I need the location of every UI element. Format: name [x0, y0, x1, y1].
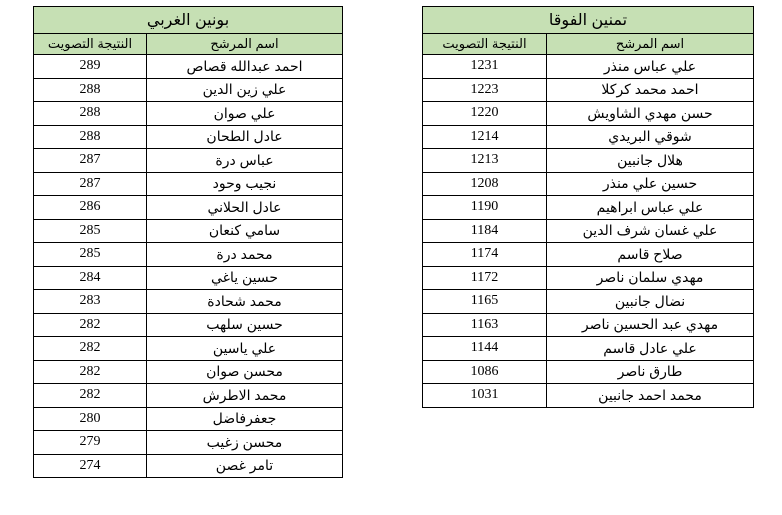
table-row — [34, 266, 343, 290]
table-row — [34, 243, 343, 267]
table-row — [423, 125, 754, 149]
vote-count-cell: 1213 — [423, 149, 547, 173]
candidate-name-cell: عباس درة — [147, 149, 343, 173]
table-row — [34, 384, 343, 408]
vote-count-cell: 288 — [34, 125, 147, 149]
table-row — [34, 102, 343, 126]
vote-count-cell: 1165 — [423, 290, 547, 314]
candidate-name-cell: هلال جانبين — [547, 149, 754, 173]
vote-count-cell: 1031 — [423, 384, 547, 408]
vote-count-cell: 288 — [34, 78, 147, 102]
table-row — [423, 78, 754, 102]
vote-count-cell: 283 — [34, 290, 147, 314]
column-header-votes: النتيجة التصويت — [423, 34, 547, 55]
candidate-name-cell: علي عباس منذر — [547, 55, 754, 79]
table-row — [34, 78, 343, 102]
candidate-name-cell: تامر غصن — [147, 454, 343, 478]
candidate-name-cell: عادل الطحان — [147, 125, 343, 149]
vote-count-cell: 285 — [34, 219, 147, 243]
vote-count-cell: 274 — [34, 454, 147, 478]
candidate-name-cell: طارق ناصر — [547, 360, 754, 384]
candidate-name-cell: احمد محمد كركلا — [547, 78, 754, 102]
vote-count-cell: 1214 — [423, 125, 547, 149]
table-row — [34, 149, 343, 173]
vote-count-cell: 284 — [34, 266, 147, 290]
candidate-name-cell: علي عادل قاسم — [547, 337, 754, 361]
vote-count-cell: 282 — [34, 337, 147, 361]
results-table-bounin-west — [33, 6, 343, 478]
vote-count-cell: 282 — [34, 360, 147, 384]
candidate-name-cell: صلاح قاسم — [547, 243, 754, 267]
candidate-name-cell: علي ياسين — [147, 337, 343, 361]
table-row — [423, 313, 754, 337]
table-row — [34, 431, 343, 455]
table-row — [423, 219, 754, 243]
candidate-name-cell: مهدي سلمان ناصر — [547, 266, 754, 290]
table-row — [34, 219, 343, 243]
table-row — [423, 266, 754, 290]
candidate-name-cell: محمد شحادة — [147, 290, 343, 314]
candidate-name-cell: نضال جانبين — [547, 290, 754, 314]
candidate-name-cell: سامي كنعان — [147, 219, 343, 243]
table-title: بونين الغربي — [34, 7, 343, 34]
vote-count-cell: 1223 — [423, 78, 547, 102]
table-row — [423, 102, 754, 126]
vote-count-cell: 1086 — [423, 360, 547, 384]
vote-count-cell: 288 — [34, 102, 147, 126]
vote-count-cell: 285 — [34, 243, 147, 267]
table-row — [34, 55, 343, 79]
candidate-name-cell: حسين ياغي — [147, 266, 343, 290]
column-header-candidate: اسم المرشح — [147, 34, 343, 55]
table-row — [423, 55, 754, 79]
table-row — [423, 149, 754, 173]
table-row — [423, 196, 754, 220]
table-row — [423, 172, 754, 196]
table-row — [423, 337, 754, 361]
vote-count-cell: 1144 — [423, 337, 547, 361]
candidate-name-cell: جعفرفاضل — [147, 407, 343, 431]
vote-count-cell: 1174 — [423, 243, 547, 267]
candidate-name-cell: نجيب وحود — [147, 172, 343, 196]
candidate-name-cell: حسين علي منذر — [547, 172, 754, 196]
table-row — [423, 384, 754, 408]
table-title: تمنين الفوقا — [423, 7, 754, 34]
table-row — [34, 360, 343, 384]
table-body — [423, 55, 754, 408]
table-row — [34, 172, 343, 196]
candidate-name-cell: علي صوان — [147, 102, 343, 126]
results-table-tamnin-upper — [422, 6, 754, 408]
candidate-name-cell: محمد الاطرش — [147, 384, 343, 408]
vote-count-cell: 1231 — [423, 55, 547, 79]
candidate-name-cell: محمد احمد جانبين — [547, 384, 754, 408]
column-header-candidate: اسم المرشح — [547, 34, 754, 55]
table-row — [423, 360, 754, 384]
table-row — [34, 290, 343, 314]
table-row — [34, 196, 343, 220]
table-row — [34, 125, 343, 149]
vote-count-cell: 1190 — [423, 196, 547, 220]
candidate-name-cell: علي غسان شرف الدين — [547, 219, 754, 243]
vote-count-cell: 1184 — [423, 219, 547, 243]
table-body — [34, 55, 343, 478]
vote-count-cell: 282 — [34, 313, 147, 337]
table-row — [423, 290, 754, 314]
candidate-name-cell: احمد عبدالله قصاص — [147, 55, 343, 79]
column-header-votes: النتيجة التصويت — [34, 34, 147, 55]
vote-count-cell: 280 — [34, 407, 147, 431]
candidate-name-cell: عادل الحلاني — [147, 196, 343, 220]
vote-count-cell: 287 — [34, 149, 147, 173]
candidate-name-cell: شوقي البريدي — [547, 125, 754, 149]
candidate-name-cell: حسن مهدي الشاويش — [547, 102, 754, 126]
candidate-name-cell: علي عباس ابراهيم — [547, 196, 754, 220]
vote-count-cell: 289 — [34, 55, 147, 79]
vote-count-cell: 1172 — [423, 266, 547, 290]
table-row — [34, 454, 343, 478]
table-row — [423, 243, 754, 267]
candidate-name-cell: محسن زغيب — [147, 431, 343, 455]
candidate-name-cell: محسن صوان — [147, 360, 343, 384]
table-row — [34, 313, 343, 337]
vote-count-cell: 1163 — [423, 313, 547, 337]
table-row — [34, 337, 343, 361]
table-row — [34, 407, 343, 431]
vote-count-cell: 286 — [34, 196, 147, 220]
candidate-name-cell: علي زين الدين — [147, 78, 343, 102]
vote-count-cell: 1208 — [423, 172, 547, 196]
vote-count-cell: 279 — [34, 431, 147, 455]
candidate-name-cell: حسين سلهب — [147, 313, 343, 337]
vote-count-cell: 1220 — [423, 102, 547, 126]
vote-count-cell: 282 — [34, 384, 147, 408]
candidate-name-cell: مهدي عبد الحسين ناصر — [547, 313, 754, 337]
vote-count-cell: 287 — [34, 172, 147, 196]
candidate-name-cell: محمد درة — [147, 243, 343, 267]
